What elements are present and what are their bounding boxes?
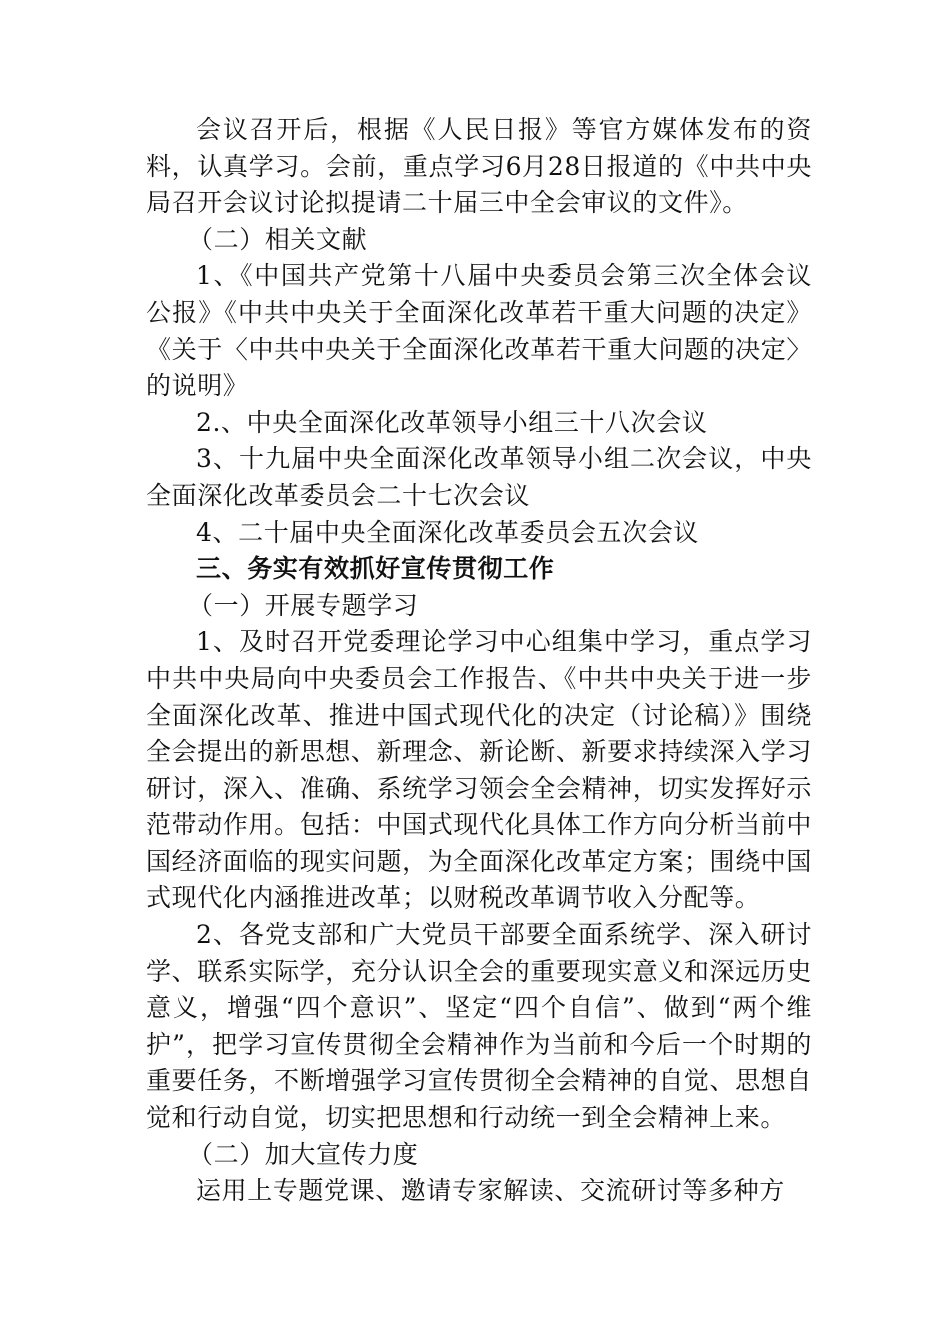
- related-documents-heading: （二）相关文献: [188, 224, 368, 254]
- document-page: [146, 112, 812, 1210]
- related-document-item-4: 4、二十届中央全面深化改革委员会五次会议: [196, 517, 699, 547]
- publicity-paragraph: 运用上专题党课、邀请专家解读、交流研讨等多种方: [196, 1176, 785, 1206]
- study-item-1: 1、及时召开党委理论学习中心组集中学习，重点学习中共中央局向中央委员会工作报告、《中共中央关于进一步全面深化改革、推进中国式现代化的决定（讨论稿）》围绕全会提出的新思想、新理念、新论断、新要求持续深入学习研讨，深入、准确、系统学习领会全会精神，切实发挥好示范带动作用。包括：中国式现代化具体工作方向分析当前中国经济面临的现实问题，为全面深化改革定方案；围绕中国式现代化内涵推进改革；以财税改革调节收入分配等。: [146, 627, 812, 913]
- study-item-2: 2、各党支部和广大党员干部要全面系统学、深入研讨学、联系实际学，充分认识全会的重要现实意义和深远历史意义，增强“四个意识”、坚定“四个自信”、做到“两个维护”，把学习宣传贯彻全会精神作为当前和今后一个时期的重要任务，不断增强学习宣传贯彻全会精神的自觉、思想自觉和行动自觉，切实把思想和行动统一到全会精神上来。: [146, 920, 812, 1133]
- section-three-heading: 三、务实有效抓好宣传贯彻工作: [196, 554, 555, 584]
- related-document-item-1: 1、《中国共产党第十八届中央委员会第三次全体会议公报》《中共中央关于全面深化改革若干重大问题的决定》《关于〈中共中央关于全面深化改革若干重大问题的决定〉的说明》: [146, 261, 812, 401]
- related-document-item-2: 2.、中央全面深化改革领导小组三十八次会议: [196, 407, 708, 437]
- special-study-heading: （一）开展专题学习: [188, 590, 419, 620]
- related-document-item-3: 3、十九届中央全面深化改革领导小组二次会议，中央全面深化改革委员会二十七次会议: [146, 444, 812, 510]
- publicity-heading: （二）加大宣传力度: [188, 1139, 419, 1169]
- intro-paragraph: 会议召开后，根据《人民日报》等官方媒体发布的资料，认真学习。会前，重点学习6月28日报道的《中共中央局召开会议讨论拟提请二十届三中全会审议的文件》。: [146, 115, 812, 218]
